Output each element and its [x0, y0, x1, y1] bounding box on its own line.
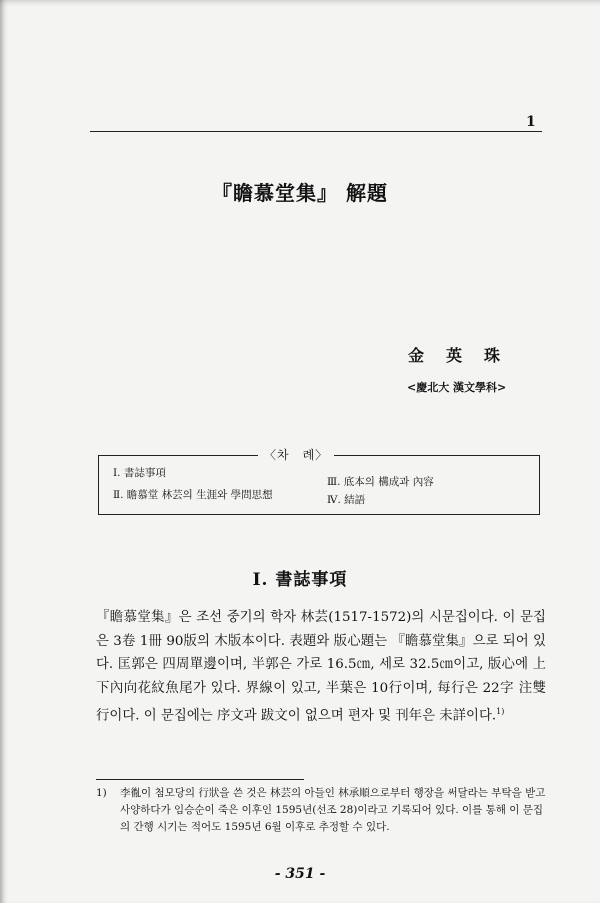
table-of-contents-box	[98, 455, 540, 515]
running-page-number: 1	[526, 114, 536, 130]
toc-item-2: Ⅱ. 瞻慕堂 林芸의 生涯와 學問思想	[113, 489, 273, 501]
toc-item-3: Ⅲ. 底本의 構成과 內容	[327, 476, 434, 488]
footnote-text: 李㣧이 첨모당의 行狀을 쓴 것은 林芸의 아들인 林承順으로부터 행장을 써달라는 부탁을 받고 사양하다가 임승순이 죽은 이후인 1595년(선조 28)이라고 기록되어 있다. 이를 통해 이 문집의 간행 시기는 적어도 1595년 6월 이후로 추정할 수 있다.	[120, 787, 546, 833]
author-affiliation: <慶北大 漢文學科>	[407, 381, 507, 394]
footnote-number: 1)	[96, 787, 107, 799]
footnote	[96, 785, 546, 836]
toc-item-1: Ⅰ. 書誌事項	[113, 467, 166, 479]
header-rule	[90, 131, 542, 132]
footnote-reference: 1)	[496, 707, 505, 717]
toc-item-4: Ⅳ. 結語	[327, 494, 366, 506]
toc-label: 〈차 례〉	[258, 446, 334, 463]
document-title: 『瞻慕堂集』 解題	[212, 181, 388, 205]
body-text: 『瞻慕堂集』은 조선 중기의 학자 林芸(1517-1572)의 시문집이다. 이 문집은 3卷 1冊 90版의 木版本이다. 表題와 版心題는 『瞻慕堂集』으로 되어 있다. 匡郭은 四周單邊이며, 半郭은 가로 16.5㎝, 세로 32.5㎝이고, 版心에 上下內向花紋魚尾가 있다. 界線이 있고, 半葉은 10行이며, 每行은 22字 注雙行이다. 이 문집에는 序文과 跋文이 없으며 편자 및 刊年은 未詳이다.	[96, 610, 546, 724]
author-name: 金英珠	[408, 346, 523, 365]
section-heading: Ⅰ. 書誌事項	[252, 570, 348, 590]
body-paragraph	[96, 606, 546, 728]
footnote-rule	[96, 779, 304, 780]
footer-page-number: - 351 -	[274, 866, 326, 882]
